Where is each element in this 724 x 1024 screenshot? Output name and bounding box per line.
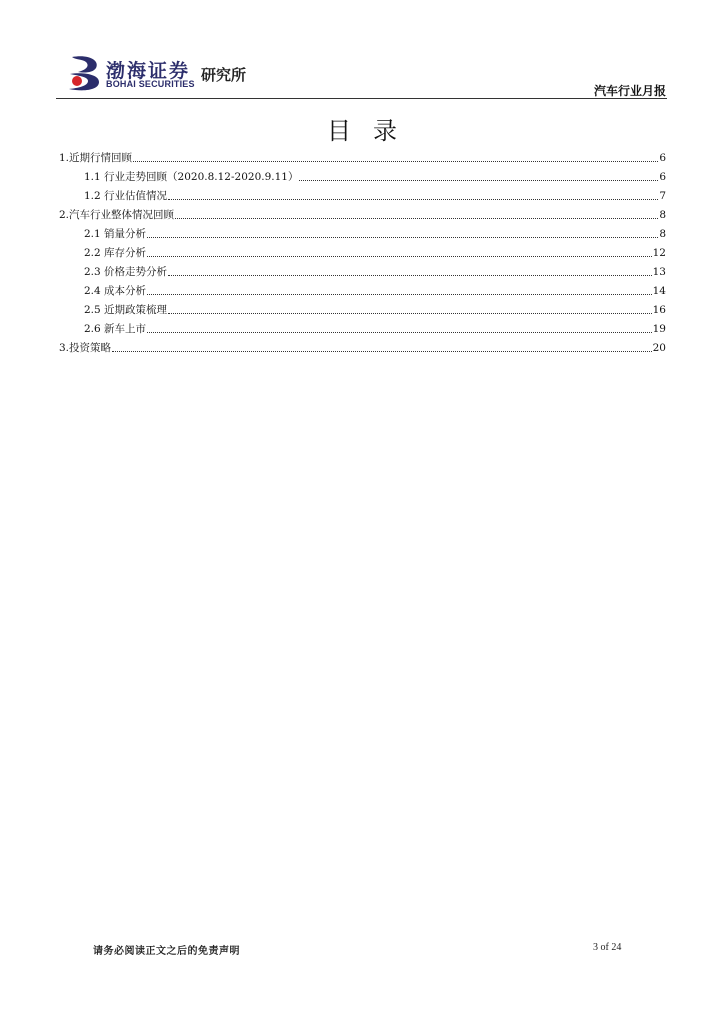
- toc-entry-page: 20: [652, 342, 666, 354]
- toc-entry-page: 6: [659, 152, 666, 164]
- toc-entry-label: 2.6 新车上市: [84, 323, 147, 335]
- toc-entry[interactable]: [59, 203, 666, 222]
- toc-dot-leader: [147, 294, 652, 295]
- bohai-securities-logo-icon: [66, 54, 102, 92]
- toc-entry[interactable]: [59, 317, 666, 336]
- toc-entry-page: 12: [652, 247, 666, 259]
- toc-dot-leader: [168, 275, 652, 276]
- research-institute-label: 研究所: [201, 66, 247, 84]
- toc-dot-leader: [133, 161, 658, 162]
- toc-entry-page: 19: [652, 323, 666, 335]
- toc-entry-label: 2.4 成本分析: [84, 285, 147, 297]
- toc-entry-page: 16: [652, 304, 666, 316]
- toc-entry[interactable]: [59, 260, 666, 279]
- toc-entry[interactable]: [59, 165, 666, 184]
- toc-entry-label: 2.2 库存分析: [84, 247, 147, 259]
- toc-entry-page: 13: [652, 266, 666, 278]
- toc-entry[interactable]: [59, 298, 666, 317]
- toc-entry-page: 14: [652, 285, 666, 297]
- toc-dot-leader: [112, 351, 652, 352]
- toc-entry-label: 1.近期行情回顾: [59, 152, 133, 164]
- toc-entry-label: 2.3 价格走势分析: [84, 266, 168, 278]
- toc-title: 目录: [327, 117, 419, 145]
- toc-dot-leader: [147, 237, 658, 238]
- toc-entry-label: 3.投资策略: [59, 342, 112, 354]
- brand-name-en: BOHAI SECURITIES: [106, 79, 195, 89]
- toc-entry-label: 2.5 近期政策梳理: [84, 304, 168, 316]
- toc-entry[interactable]: [59, 184, 666, 203]
- toc-entry[interactable]: [59, 222, 666, 241]
- page-header: [66, 54, 666, 98]
- toc-entry-label: 2.1 销量分析: [84, 228, 147, 240]
- toc-entry-label: 2.汽车行业整体情况回顾: [59, 209, 175, 221]
- toc-dot-leader: [168, 313, 652, 314]
- toc-dot-leader: [299, 180, 658, 181]
- report-type: 汽车行业月报: [593, 84, 666, 98]
- toc-entry[interactable]: [59, 279, 666, 298]
- disclaimer-note: 请务必阅读正文之后的免责声明: [93, 946, 240, 957]
- toc-entry[interactable]: [59, 241, 666, 260]
- toc-entry-page: 6: [659, 171, 666, 183]
- toc-entry[interactable]: [59, 146, 666, 165]
- toc-entry-page: 8: [659, 228, 666, 240]
- toc-entry-label: 1.1 行业走势回顾（2020.8.12-2020.9.11）: [84, 171, 299, 183]
- brand-name-cn: 渤海证券: [106, 60, 191, 82]
- toc-entry-page: 8: [659, 209, 666, 221]
- toc-dot-leader: [147, 332, 652, 333]
- toc-entry[interactable]: [59, 336, 666, 355]
- toc-dot-leader: [175, 218, 658, 219]
- toc-entry-label: 1.2 行业估值情况: [84, 190, 168, 202]
- toc-dot-leader: [168, 199, 658, 200]
- table-of-contents: [59, 146, 666, 355]
- page-number: 3 of 24: [593, 942, 622, 953]
- toc-dot-leader: [147, 256, 652, 257]
- header-divider: [56, 98, 667, 99]
- toc-entry-page: 7: [659, 190, 666, 202]
